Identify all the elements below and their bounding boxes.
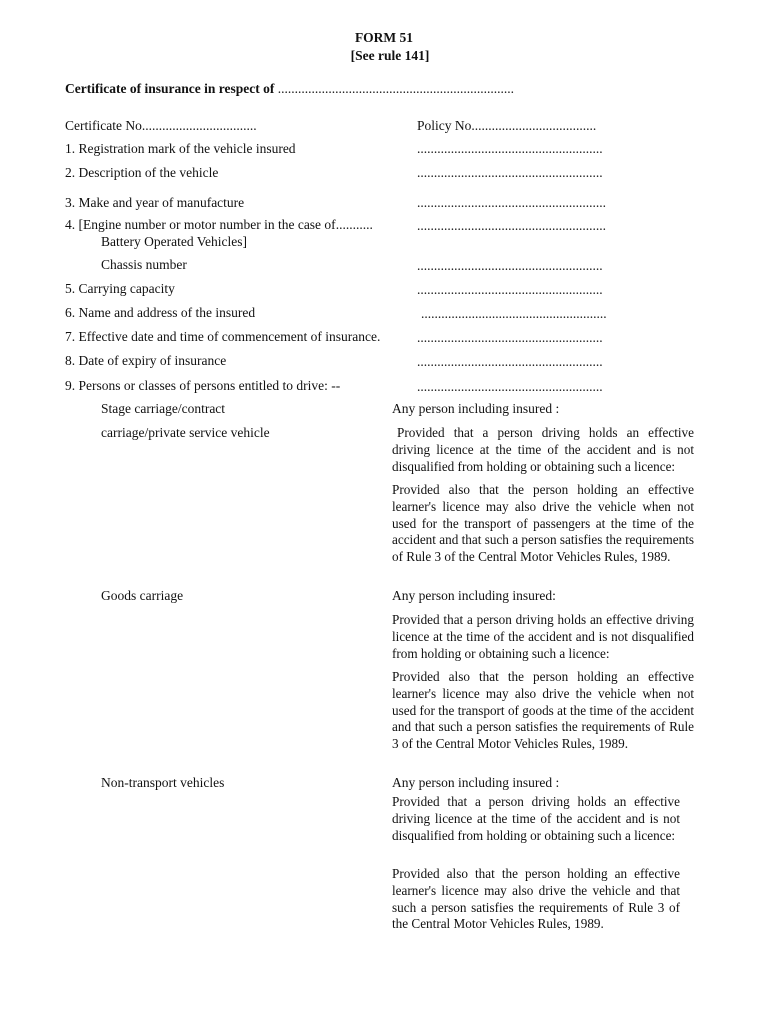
class-stage-carriage-line1: Stage carriage/contract <box>101 401 226 416</box>
certificate-no-dots: .................................. <box>141 118 257 133</box>
item-chassis-number-dots: ....................................................... <box>417 258 603 273</box>
item-commencement-date-dots: ....................................................... <box>417 330 603 345</box>
item-vehicle-description: 2. Description of the vehicle <box>65 165 219 180</box>
item-carrying-capacity-dots: ....................................................... <box>417 282 603 297</box>
item-registration-mark: 1. Registration mark of the vehicle insured <box>65 141 296 156</box>
class-goods-carriage: Goods carriage <box>101 588 184 603</box>
item-chassis-number: Chassis number <box>101 257 187 272</box>
item-engine-number <box>65 218 373 232</box>
item-expiry-date-dots: ....................................................... <box>417 354 603 369</box>
class-goods-carriage-entitled: Any person including insured: <box>392 588 556 603</box>
item-make-year-dots: ........................................................ <box>417 195 606 210</box>
item-registration-mark-dots: ....................................................... <box>417 141 603 156</box>
item-persons-entitled-dots: ....................................................... <box>417 379 603 394</box>
item-insured-name-address: 6. Name and address of the insured <box>65 305 256 320</box>
certificate-heading <box>65 82 514 96</box>
certificate-no-label: Certificate No <box>65 118 142 133</box>
item-make-year: 3. Make and year of manufacture <box>65 195 245 210</box>
item-carrying-capacity: 5. Carrying capacity <box>65 281 175 296</box>
policy-no-dots: ..................................... <box>471 118 597 133</box>
policy-no-label: Policy No <box>417 118 472 133</box>
class-goods-carriage-proviso-2: Provided also that the person holding an effective learner's licence may also drive the vehicle when not used for the transport of goods at the time of the accident and that such a person satisfies the requirements of Rule 3 of the Central Motor Vehicles Rules, 1989. <box>392 669 694 752</box>
item-engine-number-line2: Battery Operated Vehicles] <box>101 234 247 249</box>
certificate-no-field <box>65 119 257 133</box>
certificate-heading-label: Certificate of insurance in respect of <box>65 81 275 96</box>
policy-no-field <box>417 119 596 133</box>
class-non-transport-entitled: Any person including insured : <box>392 775 560 790</box>
item-vehicle-description-dots: ....................................................... <box>417 165 603 180</box>
item-insured-name-address-dots: ....................................................... <box>421 306 607 321</box>
item-commencement-date: 7. Effective date and time of commencement of insurance. <box>65 329 381 344</box>
class-stage-carriage-line2: carriage/private service vehicle <box>101 425 270 440</box>
rule-reference: [See rule 141] <box>350 48 430 63</box>
certificate-heading-dots: ...................................................................... <box>277 81 514 96</box>
class-goods-carriage-proviso-1: Provided that a person driving holds an effective driving licence at the time of the accident and is not disqualified from holding or obtaining such a licence: <box>392 612 694 661</box>
class-stage-carriage-proviso-1: Provided that a person driving holds an effective driving licence at the time of the accident and is not disqualified from holding or obtaining such a licence: <box>392 425 694 474</box>
item-engine-number-text: 4. [Engine number or motor number in the case of <box>65 217 336 232</box>
item-engine-number-dots: ........................................................ <box>417 218 606 233</box>
item-expiry-date: 8. Date of expiry of insurance <box>65 353 227 368</box>
class-non-transport-proviso-2: Provided also that the person holding an effective learner's licence may also drive the vehicle and that such a person satisfies the requirements of Rule 3 of the Central Motor Vehicles Rules, 1989. <box>392 866 680 932</box>
class-non-transport-proviso-1: Provided that a person driving holds an effective driving licence at the time of the accident and is not disqualified from holding or obtaining such a licence: <box>392 794 680 843</box>
class-non-transport: Non-transport vehicles <box>101 775 225 790</box>
item-engine-number-inline-dots: ........... <box>335 217 373 232</box>
class-stage-carriage-proviso-2: Provided also that the person holding an effective learner's licence may also drive the vehicle when not used for the transport of passengers at the time of the accident and that such a person satisfies the requirements of Rule 3 of the Central Motor Vehicles Rules, 1989. <box>392 482 694 565</box>
item-persons-entitled: 9. Persons or classes of persons entitled to drive: -- <box>65 378 341 393</box>
form-title: FORM 51 <box>354 30 414 45</box>
class-stage-carriage-entitled: Any person including insured : <box>392 401 560 416</box>
